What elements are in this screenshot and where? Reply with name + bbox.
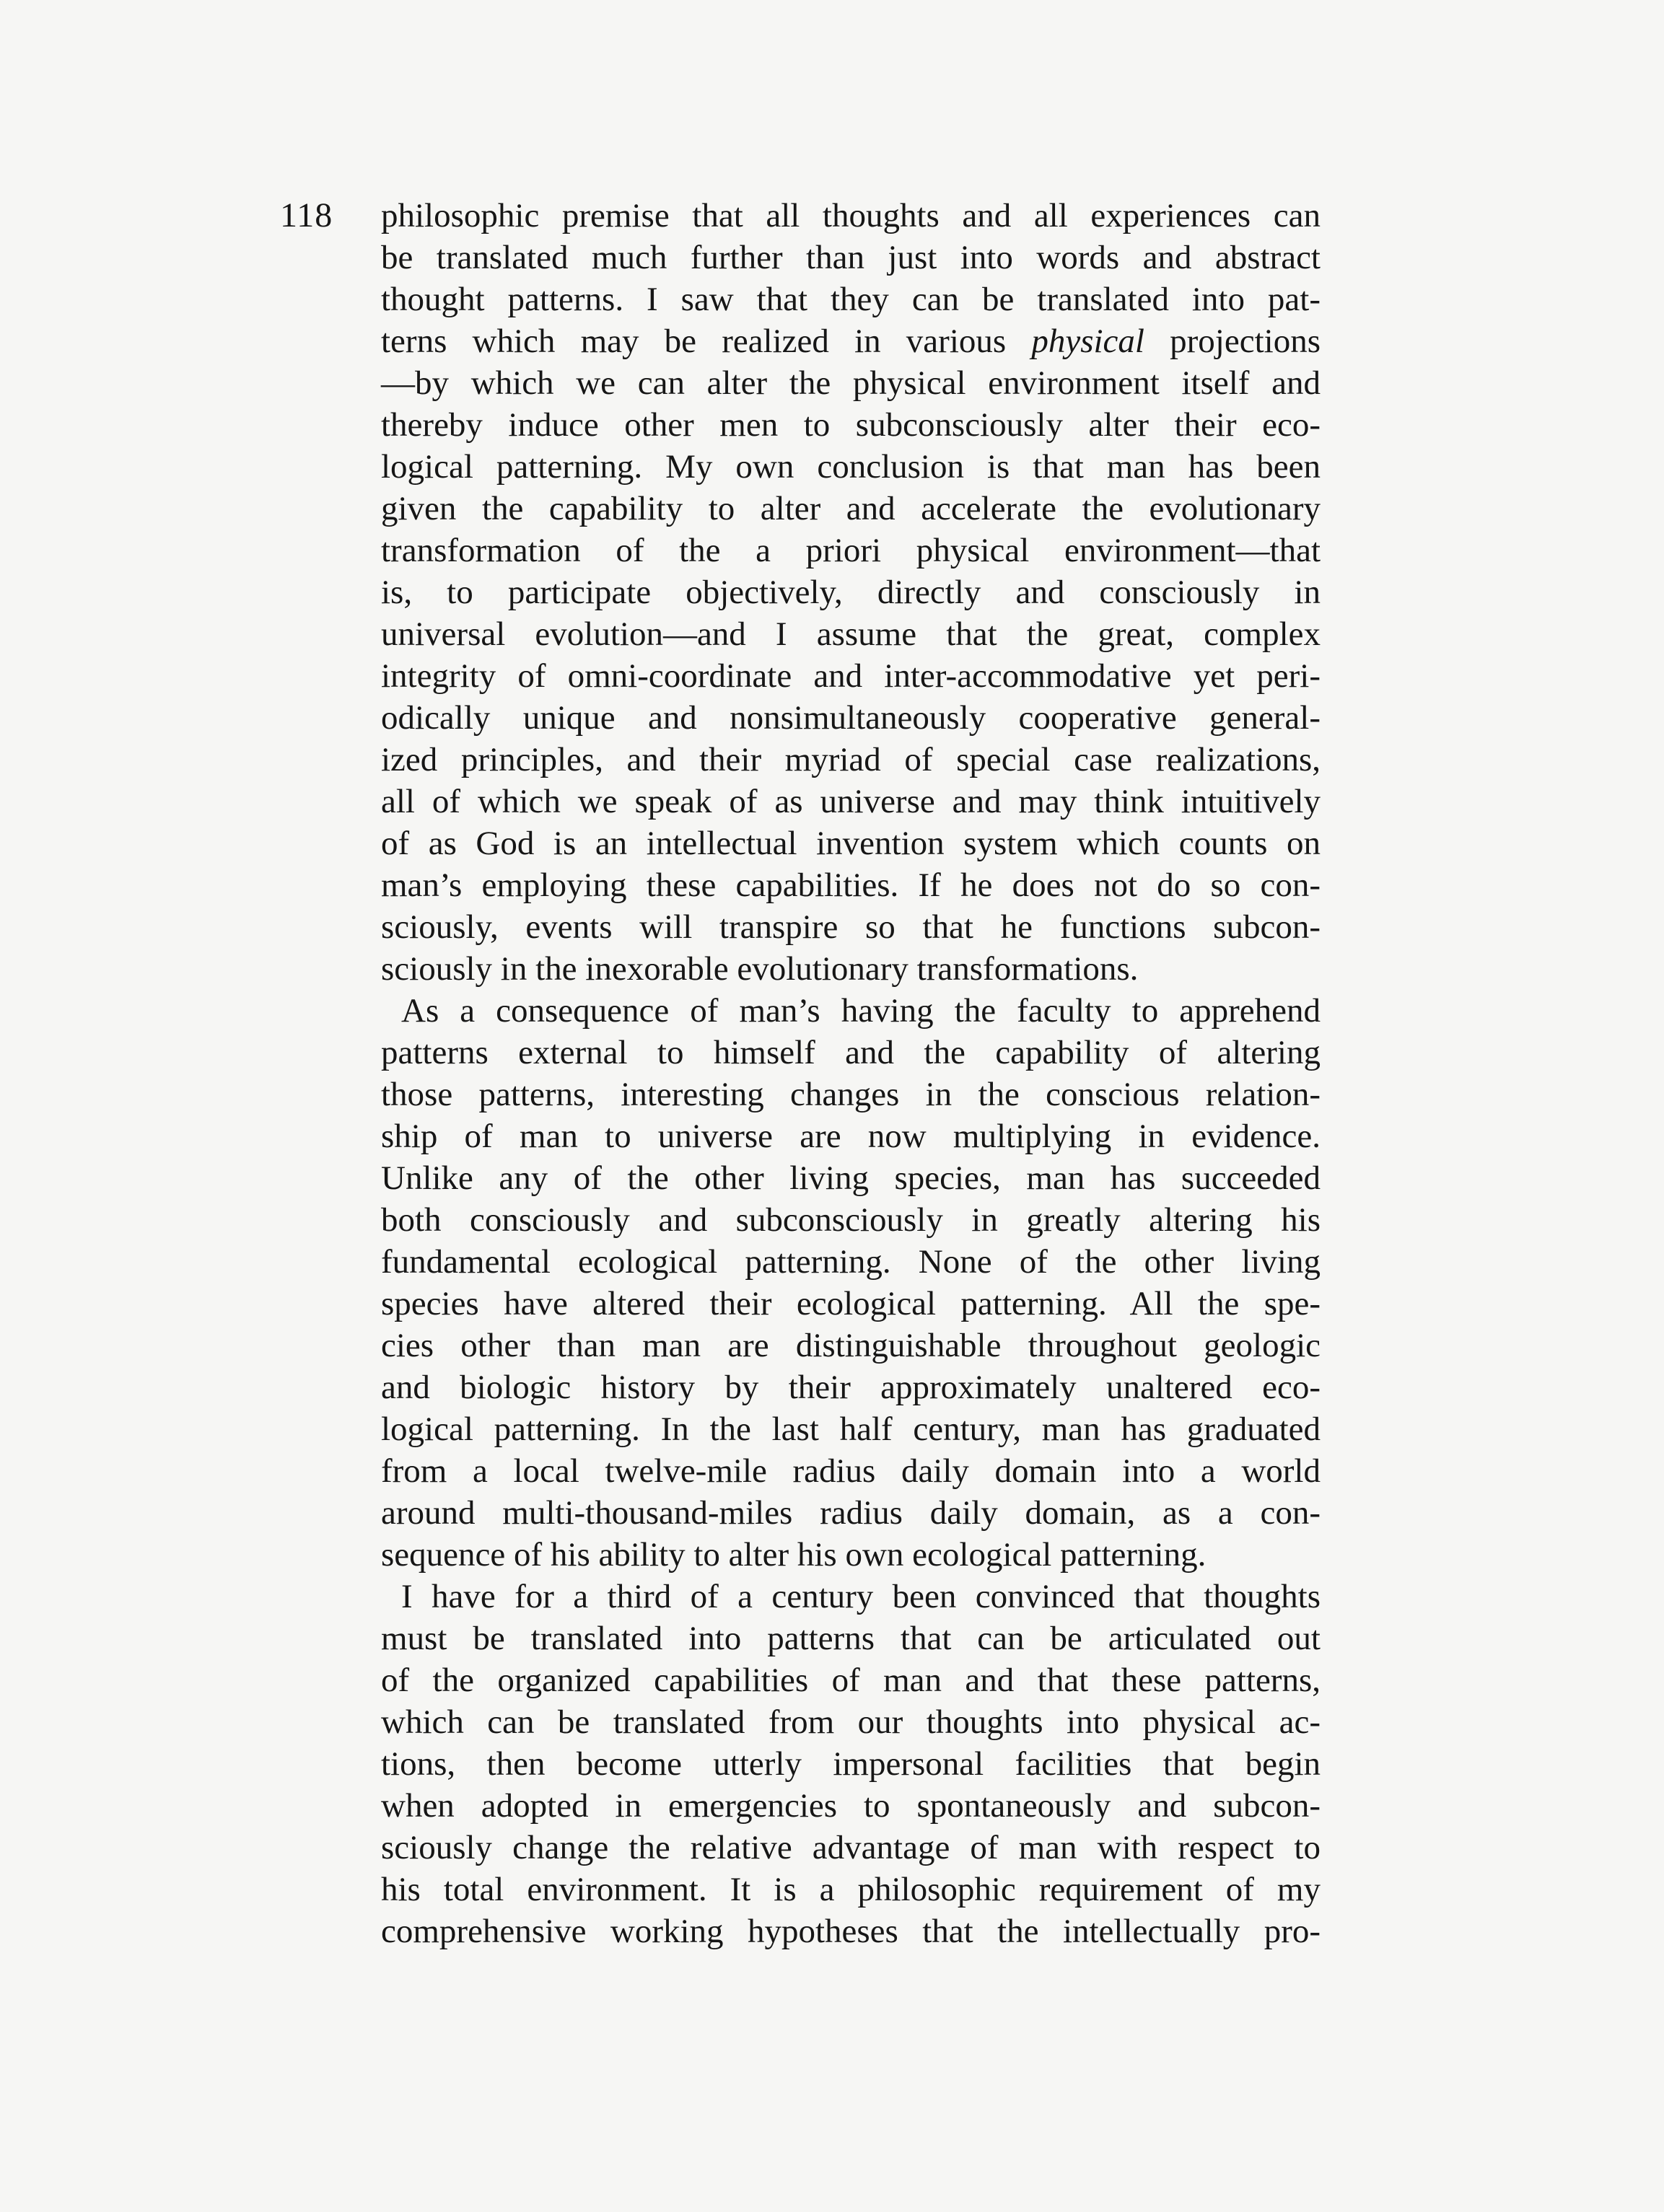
- text-line: philosophic premise that all thoughts and all experiences can: [381, 197, 1321, 234]
- text-line: logical patterning. My own conclusion is that man has been: [381, 448, 1321, 486]
- text-line: from a local twelve-mile radius daily domain into a world: [381, 1452, 1321, 1490]
- page-number: 118: [280, 196, 333, 234]
- line-fragment: projections: [1170, 322, 1321, 360]
- text-line: cies other than man are distinguishable throughout geologic: [381, 1327, 1321, 1364]
- text-line: which can be translated from our thoughts into physical ac-: [381, 1703, 1321, 1741]
- text-line-with-emphasis: [381, 320, 1321, 362]
- text-line: transformation of the a priori physical environment—that: [381, 532, 1321, 569]
- text-line: is, to participate objectively, directly and consciously in: [381, 574, 1321, 611]
- text-line: of the organized capabilities of man and that these patterns,: [381, 1662, 1321, 1699]
- text-line: tions, then become utterly impersonal facilities that begin: [381, 1745, 1321, 1783]
- text-line: logical patterning. In the last half century, man has graduated: [381, 1410, 1321, 1448]
- paragraph-1: [381, 195, 1321, 990]
- text-line: sciously change the relative advantage of man with respect to: [381, 1829, 1321, 1866]
- text-line: ship of man to universe are now multiplying in evidence.: [381, 1118, 1321, 1155]
- text-line: all of which we speak of as universe and may think intuitively: [381, 783, 1321, 820]
- text-line: integrity of omni-coordinate and inter-accommodative yet peri-: [381, 657, 1321, 695]
- text-line: man’s employing these capabilities. If he does not do so con-: [381, 866, 1321, 904]
- text-line: and biologic history by their approximately unaltered eco-: [381, 1369, 1321, 1406]
- text-line: around multi-thousand-miles radius daily domain, as a con-: [381, 1494, 1321, 1532]
- text-line: thereby induce other men to subconsciously alter their eco-: [381, 406, 1321, 444]
- text-line: sciously, events will transpire so that he functions subcon-: [381, 908, 1321, 946]
- text-line: I have for a third of a century been convinced that thoughts: [401, 1578, 1321, 1615]
- text-line: his total environment. It is a philosophic requirement of my: [381, 1871, 1321, 1908]
- text-line: thought patterns. I saw that they can be translated into pat-: [381, 281, 1321, 318]
- text-line: —by which we can alter the physical environment itself and: [381, 364, 1321, 402]
- text-line: sciously in the inexorable evolutionary transformations.: [381, 950, 1139, 988]
- text-line: given the capability to alter and accelerate the evolutionary: [381, 490, 1321, 527]
- text-line: Unlike any of the other living species, man has succeeded: [381, 1159, 1321, 1197]
- text-line: patterns external to himself and the capability of altering: [381, 1034, 1321, 1071]
- text-line: when adopted in emergencies to spontaneously and subcon-: [381, 1787, 1321, 1825]
- text-line: those patterns, interesting changes in the conscious relation-: [381, 1076, 1321, 1113]
- body-text: [381, 195, 1321, 1952]
- text-line: comprehensive working hypotheses that the intellectually pro-: [381, 1913, 1321, 1950]
- text-line: must be translated into patterns that can be articulated out: [381, 1620, 1321, 1657]
- paragraph-2: [381, 990, 1321, 1576]
- text-line: sequence of his ability to alter his own ecological patterning.: [381, 1536, 1207, 1574]
- emphasized-word: physical: [1031, 322, 1144, 360]
- text-line: odically unique and nonsimultaneously cooperative general-: [381, 699, 1321, 737]
- text-line: be translated much further than just into words and abstract: [381, 239, 1321, 276]
- text-line: ized principles, and their myriad of special case realizations,: [381, 741, 1321, 778]
- paragraph-3: [381, 1576, 1321, 1952]
- text-line: both consciously and subconsciously in greatly altering his: [381, 1201, 1321, 1239]
- text-line: of as God is an intellectual invention system which counts on: [381, 825, 1321, 862]
- text-line: As a consequence of man’s having the faculty to apprehend: [401, 992, 1321, 1030]
- text-line: species have altered their ecological patterning. All the spe-: [381, 1285, 1321, 1322]
- line-fragment: terns which may be realized in various: [381, 322, 1032, 360]
- text-line: universal evolution—and I assume that the great, complex: [381, 615, 1321, 653]
- text-line: fundamental ecological patterning. None of the other living: [381, 1243, 1321, 1281]
